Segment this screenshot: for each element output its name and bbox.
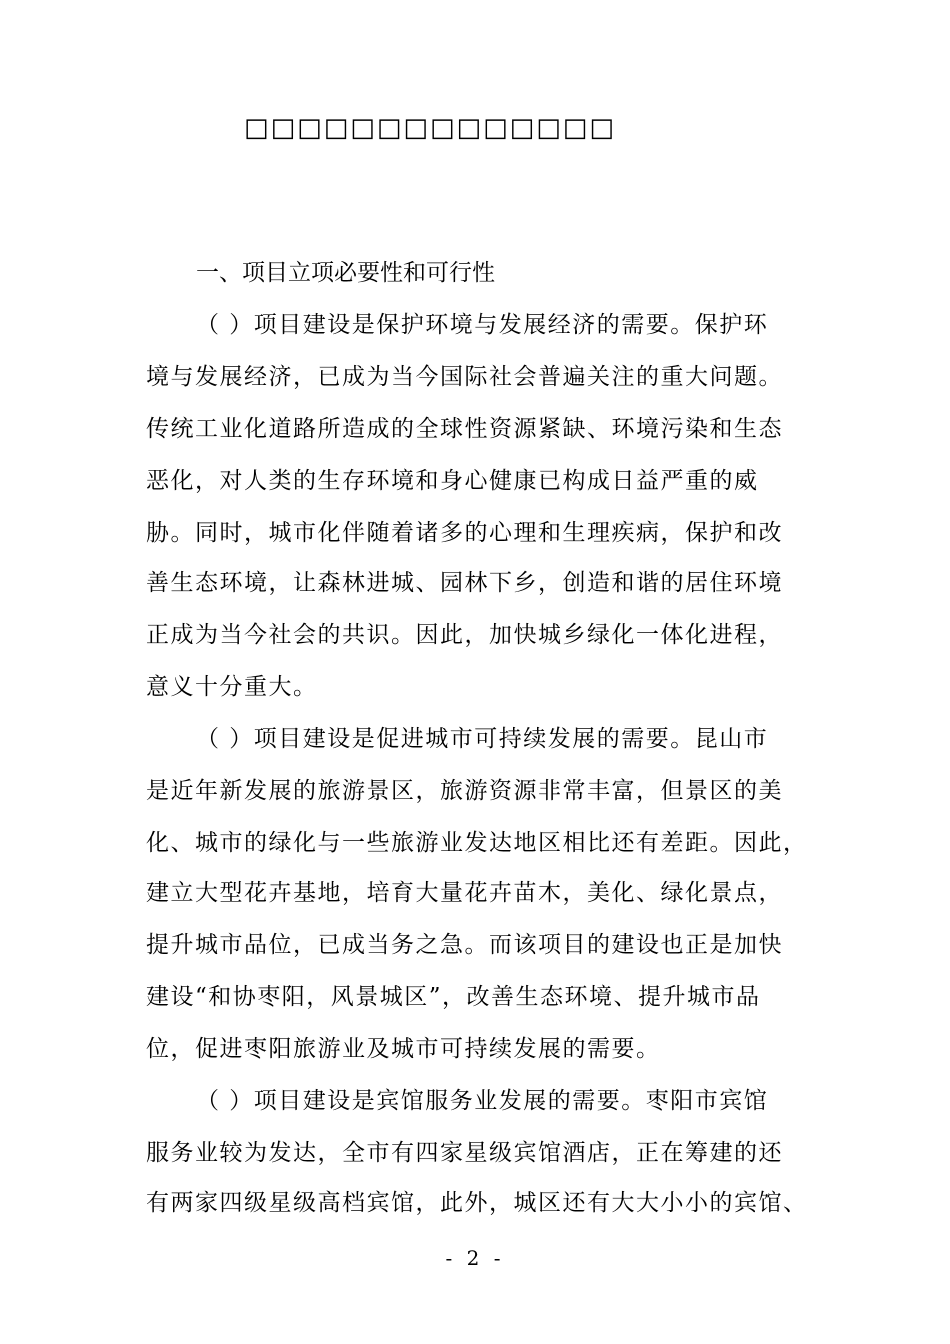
paragraph-line: 恶化，对人类的生存环境和身心健康已构成日益严重的威 — [146, 468, 759, 494]
paragraph-line: 意义十分重大。 — [146, 674, 318, 700]
paragraph-line: 建设“和协枣阳，风景城区”，改善生态环境、提升城市品 — [146, 984, 761, 1010]
paragraph-line: （ ）项目建设是宾馆服务业发展的需要。枣阳市宾馆 — [196, 1088, 769, 1114]
section-heading: 一、项目立项必要性和可行性 — [196, 260, 495, 286]
paragraph-line: 胁。同时，城市化伴随着诸多的心理和生理疾病，保护和改 — [146, 520, 783, 546]
paragraph-line: 位，促进枣阳旅游业及城市可持续发展的需要。 — [146, 1036, 661, 1062]
paragraph-line: 有两家四级星级高档宾馆，此外，城区还有大大小小的宾馆、 — [146, 1190, 808, 1216]
paragraph-line: （ ）项目建设是促进城市可持续发展的需要。昆山市 — [196, 726, 769, 752]
paragraph-line: 建立大型花卉基地，培育大量花卉苗木，美化、绿化景点， — [146, 880, 783, 906]
paragraph-line: 服务业较为发达，全市有四家星级宾馆酒店，正在筹建的还 — [146, 1140, 783, 1166]
paragraph-line: 是近年新发展的旅游景区，旅游资源非常丰富，但景区的美 — [146, 778, 783, 804]
paragraph-line: （ ）项目建设是保护环境与发展经济的需要。保护环 — [196, 312, 769, 338]
paragraph-line: 化、城市的绿化与一些旅游业发达地区相比还有差距。因此， — [146, 830, 808, 856]
document-title: □□□□□□□□□□□□□□ — [244, 113, 616, 143]
paragraph-line: 提升城市品位，已成当务之急。而该项目的建设也正是加快 — [146, 932, 783, 958]
page-number: - 2 - — [445, 1246, 505, 1270]
paragraph-line: 境与发展经济，已成为当今国际社会普遍关注的重大问题。 — [146, 364, 783, 390]
paragraph-line: 善生态环境，让森林进城、园林下乡，创造和谐的居住环境 — [146, 570, 783, 596]
paragraph-line: 传统工业化道路所造成的全球性资源紧缺、环境污染和生态 — [146, 416, 783, 442]
paragraph-line: 正成为当今社会的共识。因此，加快城乡绿化一体化进程， — [146, 622, 783, 648]
